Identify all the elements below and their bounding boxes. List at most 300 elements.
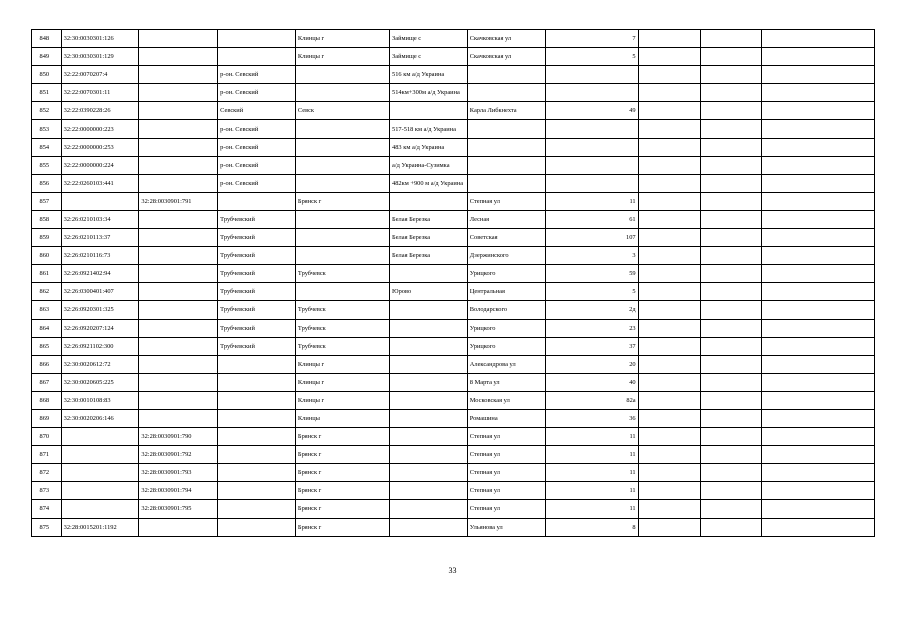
street-cell: Степная ул xyxy=(467,428,545,446)
extra-cell-1 xyxy=(638,156,700,174)
locality-cell: Займище с xyxy=(390,48,468,66)
extra-cell-1 xyxy=(638,319,700,337)
table-row xyxy=(32,66,875,84)
district-cell xyxy=(218,500,296,518)
extra-cell-2 xyxy=(701,120,762,138)
district-cell: Трубчевский xyxy=(218,283,296,301)
extra-cell-1 xyxy=(638,174,700,192)
city-cell: Клинцы г xyxy=(295,355,389,373)
house-number-cell: 11 xyxy=(545,482,638,500)
locality-cell: 482км +900 м а/д Украина xyxy=(390,174,468,192)
extra-cell-2 xyxy=(701,337,762,355)
extra-cell-1 xyxy=(638,301,700,319)
extra-cell-3 xyxy=(762,102,875,120)
house-number-cell: 23 xyxy=(545,319,638,337)
district-cell: р-он. Севский xyxy=(218,120,296,138)
district-cell xyxy=(218,428,296,446)
city-cell: Севск xyxy=(295,102,389,120)
extra-cell-2 xyxy=(701,391,762,409)
extra-cell-2 xyxy=(701,373,762,391)
city-cell xyxy=(295,120,389,138)
row-number-cell: 863 xyxy=(32,301,62,319)
extra-cell-1 xyxy=(638,409,700,427)
extra-cell-3 xyxy=(762,210,875,228)
extra-cell-3 xyxy=(762,409,875,427)
row-number-cell: 854 xyxy=(32,138,62,156)
locality-cell xyxy=(390,373,468,391)
extra-cell-3 xyxy=(762,500,875,518)
district-cell: Трубчевский xyxy=(218,319,296,337)
extra-cell-2 xyxy=(701,229,762,247)
extra-cell-2 xyxy=(701,138,762,156)
extra-cell-3 xyxy=(762,174,875,192)
extra-cell-3 xyxy=(762,373,875,391)
row-number-cell: 850 xyxy=(32,66,62,84)
locality-cell: 517-518 км а/д Украина xyxy=(390,120,468,138)
extra-cell-3 xyxy=(762,391,875,409)
extra-cell-2 xyxy=(701,174,762,192)
row-number-cell: 875 xyxy=(32,518,62,536)
cadastral-number-alt-cell xyxy=(139,120,218,138)
city-cell: Трубчевск xyxy=(295,301,389,319)
extra-cell-1 xyxy=(638,30,700,48)
row-number-cell: 849 xyxy=(32,48,62,66)
city-cell: Брянск г xyxy=(295,482,389,500)
extra-cell-2 xyxy=(701,518,762,536)
district-cell xyxy=(218,373,296,391)
district-cell xyxy=(218,464,296,482)
city-cell: Клинцы xyxy=(295,409,389,427)
table-row xyxy=(32,518,875,536)
row-number-cell: 866 xyxy=(32,355,62,373)
table-row xyxy=(32,229,875,247)
extra-cell-1 xyxy=(638,391,700,409)
district-cell: р-он. Севский xyxy=(218,66,296,84)
cadastral-number-alt-cell: 32:28:0030901:792 xyxy=(139,446,218,464)
house-number-cell: 11 xyxy=(545,446,638,464)
city-cell: Клинцы г xyxy=(295,373,389,391)
locality-cell xyxy=(390,102,468,120)
cadastral-number-cell: 32:22:0070207:4 xyxy=(61,66,139,84)
extra-cell-2 xyxy=(701,156,762,174)
district-cell: р-он. Севский xyxy=(218,138,296,156)
cadastral-number-cell: 32:22:0390228:26 xyxy=(61,102,139,120)
house-number-cell: 82а xyxy=(545,391,638,409)
extra-cell-2 xyxy=(701,210,762,228)
cadastral-number-alt-cell xyxy=(139,373,218,391)
district-cell: Трубчевский xyxy=(218,229,296,247)
table-row xyxy=(32,210,875,228)
extra-cell-2 xyxy=(701,355,762,373)
table-row xyxy=(32,301,875,319)
extra-cell-2 xyxy=(701,84,762,102)
locality-cell: Юрово xyxy=(390,283,468,301)
street-cell: Степная ул xyxy=(467,446,545,464)
extra-cell-1 xyxy=(638,66,700,84)
locality-cell xyxy=(390,500,468,518)
city-cell: Трубчевск xyxy=(295,319,389,337)
extra-cell-3 xyxy=(762,301,875,319)
cadastral-number-cell: 32:30:0030301:126 xyxy=(61,30,139,48)
row-number-cell: 870 xyxy=(32,428,62,446)
locality-cell xyxy=(390,464,468,482)
row-number-cell: 853 xyxy=(32,120,62,138)
table-row xyxy=(32,84,875,102)
cadastral-number-alt-cell xyxy=(139,518,218,536)
house-number-cell: 61 xyxy=(545,210,638,228)
table-row xyxy=(32,337,875,355)
street-cell: Степная ул xyxy=(467,192,545,210)
extra-cell-1 xyxy=(638,500,700,518)
extra-cell-1 xyxy=(638,247,700,265)
cadastral-number-cell: 32:26:0210113:37 xyxy=(61,229,139,247)
table-row xyxy=(32,446,875,464)
table-row xyxy=(32,319,875,337)
city-cell xyxy=(295,229,389,247)
row-number-cell: 862 xyxy=(32,283,62,301)
district-cell xyxy=(218,48,296,66)
street-cell xyxy=(467,174,545,192)
house-number-cell: 2д xyxy=(545,301,638,319)
table-row xyxy=(32,428,875,446)
district-cell: р-он. Севский xyxy=(218,156,296,174)
locality-cell: Займище с xyxy=(390,30,468,48)
cadastral-number-cell: 32:30:0020605:225 xyxy=(61,373,139,391)
locality-cell xyxy=(390,319,468,337)
house-number-cell xyxy=(545,174,638,192)
locality-cell xyxy=(390,446,468,464)
cadastral-number-cell: 32:26:0210116:73 xyxy=(61,247,139,265)
district-cell: Трубчевский xyxy=(218,210,296,228)
extra-cell-3 xyxy=(762,66,875,84)
extra-cell-3 xyxy=(762,156,875,174)
cadastral-number-cell: 32:22:0260103:441 xyxy=(61,174,139,192)
street-cell: Скачковская ул xyxy=(467,30,545,48)
city-cell xyxy=(295,247,389,265)
street-cell xyxy=(467,84,545,102)
street-cell: Урицкого xyxy=(467,337,545,355)
table-row xyxy=(32,138,875,156)
extra-cell-2 xyxy=(701,30,762,48)
city-cell: Трубчевск xyxy=(295,265,389,283)
city-cell xyxy=(295,138,389,156)
cadastral-number-cell: 32:30:0010108:83 xyxy=(61,391,139,409)
row-number-cell: 864 xyxy=(32,319,62,337)
street-cell: Володарского xyxy=(467,301,545,319)
cadastral-number-alt-cell xyxy=(139,66,218,84)
extra-cell-1 xyxy=(638,192,700,210)
locality-cell: Белая Березка xyxy=(390,247,468,265)
cadastral-number-cell: 32:26:0300401:407 xyxy=(61,283,139,301)
cadastral-number-cell xyxy=(61,428,139,446)
extra-cell-1 xyxy=(638,48,700,66)
cadastral-number-cell: 32:30:0020206:146 xyxy=(61,409,139,427)
city-cell: Брянск г xyxy=(295,446,389,464)
house-number-cell: 11 xyxy=(545,464,638,482)
register-sheet xyxy=(31,29,875,537)
locality-cell xyxy=(390,482,468,500)
cadastral-number-alt-cell: 32:28:0030901:795 xyxy=(139,500,218,518)
city-cell: Брянск г xyxy=(295,428,389,446)
cadastral-number-cell: 32:28:0015201:1192 xyxy=(61,518,139,536)
extra-cell-3 xyxy=(762,319,875,337)
table-row xyxy=(32,355,875,373)
row-number-cell: 869 xyxy=(32,409,62,427)
cadastral-number-cell xyxy=(61,192,139,210)
extra-cell-1 xyxy=(638,373,700,391)
street-cell: Советская xyxy=(467,229,545,247)
district-cell: Севский xyxy=(218,102,296,120)
table-row xyxy=(32,373,875,391)
cadastral-number-cell: 32:22:0070301:11 xyxy=(61,84,139,102)
cadastral-number-alt-cell xyxy=(139,301,218,319)
locality-cell: Белая Березка xyxy=(390,229,468,247)
extra-cell-1 xyxy=(638,265,700,283)
house-number-cell: 49 xyxy=(545,102,638,120)
locality-cell xyxy=(390,391,468,409)
cadastral-number-alt-cell xyxy=(139,229,218,247)
table-row xyxy=(32,247,875,265)
extra-cell-1 xyxy=(638,84,700,102)
cadastral-number-alt-cell: 32:28:0030901:790 xyxy=(139,428,218,446)
extra-cell-2 xyxy=(701,319,762,337)
extra-cell-1 xyxy=(638,283,700,301)
cadastral-number-alt-cell: 32:28:0030901:791 xyxy=(139,192,218,210)
table-row xyxy=(32,174,875,192)
cadastral-number-cell: 32:30:0030301:129 xyxy=(61,48,139,66)
row-number-cell: 868 xyxy=(32,391,62,409)
row-number-cell: 872 xyxy=(32,464,62,482)
street-cell xyxy=(467,120,545,138)
cadastral-number-cell xyxy=(61,464,139,482)
extra-cell-3 xyxy=(762,138,875,156)
table-row xyxy=(32,482,875,500)
district-cell xyxy=(218,482,296,500)
street-cell xyxy=(467,138,545,156)
city-cell xyxy=(295,84,389,102)
extra-cell-3 xyxy=(762,355,875,373)
locality-cell xyxy=(390,265,468,283)
street-cell: Степная ул xyxy=(467,500,545,518)
street-cell: Карла Либкнехта xyxy=(467,102,545,120)
city-cell: Брянск г xyxy=(295,464,389,482)
house-number-cell: 59 xyxy=(545,265,638,283)
city-cell: Брянск г xyxy=(295,518,389,536)
extra-cell-3 xyxy=(762,518,875,536)
street-cell: Скачковская ул xyxy=(467,48,545,66)
street-cell: Урицкого xyxy=(467,265,545,283)
cadastral-number-cell: 32:26:0920207:124 xyxy=(61,319,139,337)
house-number-cell xyxy=(545,138,638,156)
locality-cell xyxy=(390,518,468,536)
city-cell xyxy=(295,156,389,174)
house-number-cell: 36 xyxy=(545,409,638,427)
table-row xyxy=(32,156,875,174)
table-row xyxy=(32,283,875,301)
cadastral-number-alt-cell xyxy=(139,409,218,427)
locality-cell: 514км+300м а/д Украина xyxy=(390,84,468,102)
cadastral-number-alt-cell xyxy=(139,337,218,355)
cadastral-number-cell: 32:26:0921102:300 xyxy=(61,337,139,355)
district-cell xyxy=(218,355,296,373)
house-number-cell xyxy=(545,84,638,102)
extra-cell-3 xyxy=(762,120,875,138)
house-number-cell: 3 xyxy=(545,247,638,265)
house-number-cell: 20 xyxy=(545,355,638,373)
cadastral-number-alt-cell xyxy=(139,319,218,337)
cadastral-number-cell xyxy=(61,446,139,464)
city-cell: Брянск г xyxy=(295,500,389,518)
extra-cell-3 xyxy=(762,229,875,247)
table-row xyxy=(32,48,875,66)
row-number-cell: 858 xyxy=(32,210,62,228)
house-number-cell: 107 xyxy=(545,229,638,247)
row-number-cell: 859 xyxy=(32,229,62,247)
table-row xyxy=(32,30,875,48)
street-cell: Центральная xyxy=(467,283,545,301)
row-number-cell: 861 xyxy=(32,265,62,283)
cadastral-number-cell: 32:22:0000000:224 xyxy=(61,156,139,174)
cadastral-number-alt-cell: 32:28:0030901:794 xyxy=(139,482,218,500)
district-cell xyxy=(218,409,296,427)
table-row xyxy=(32,102,875,120)
extra-cell-3 xyxy=(762,265,875,283)
row-number-cell: 855 xyxy=(32,156,62,174)
street-cell: Дзержинского xyxy=(467,247,545,265)
extra-cell-2 xyxy=(701,428,762,446)
extra-cell-1 xyxy=(638,446,700,464)
cadastral-number-cell: 32:26:0210103:34 xyxy=(61,210,139,228)
extra-cell-3 xyxy=(762,428,875,446)
extra-cell-2 xyxy=(701,265,762,283)
city-cell xyxy=(295,66,389,84)
district-cell xyxy=(218,446,296,464)
locality-cell: 483 км а/д Украина xyxy=(390,138,468,156)
row-number-cell: 856 xyxy=(32,174,62,192)
house-number-cell: 5 xyxy=(545,48,638,66)
street-cell: Александрова ул xyxy=(467,355,545,373)
locality-cell: а/д Украина-Сузимка xyxy=(390,156,468,174)
extra-cell-2 xyxy=(701,482,762,500)
table-row xyxy=(32,409,875,427)
extra-cell-2 xyxy=(701,283,762,301)
extra-cell-2 xyxy=(701,102,762,120)
extra-cell-2 xyxy=(701,192,762,210)
extra-cell-3 xyxy=(762,464,875,482)
district-cell: р-он. Севский xyxy=(218,174,296,192)
extra-cell-2 xyxy=(701,464,762,482)
district-cell: Трубчевский xyxy=(218,247,296,265)
extra-cell-3 xyxy=(762,482,875,500)
city-cell: Брянск г xyxy=(295,192,389,210)
property-register-table xyxy=(31,29,875,537)
cadastral-number-alt-cell xyxy=(139,174,218,192)
locality-cell: Белая Березка xyxy=(390,210,468,228)
house-number-cell: 8 xyxy=(545,518,638,536)
locality-cell: 516 км а/д Украина xyxy=(390,66,468,84)
district-cell xyxy=(218,30,296,48)
extra-cell-1 xyxy=(638,355,700,373)
locality-cell xyxy=(390,192,468,210)
row-number-cell: 873 xyxy=(32,482,62,500)
cadastral-number-cell: 32:22:0000000:253 xyxy=(61,138,139,156)
extra-cell-3 xyxy=(762,84,875,102)
extra-cell-1 xyxy=(638,428,700,446)
extra-cell-3 xyxy=(762,337,875,355)
extra-cell-1 xyxy=(638,120,700,138)
cadastral-number-cell: 32:22:0000000:223 xyxy=(61,120,139,138)
city-cell xyxy=(295,283,389,301)
city-cell xyxy=(295,174,389,192)
cadastral-number-cell xyxy=(61,500,139,518)
locality-cell xyxy=(390,409,468,427)
cadastral-number-cell: 32:26:0921402:94 xyxy=(61,265,139,283)
cadastral-number-alt-cell xyxy=(139,156,218,174)
extra-cell-2 xyxy=(701,48,762,66)
street-cell: Степная ул xyxy=(467,482,545,500)
house-number-cell: 7 xyxy=(545,30,638,48)
extra-cell-1 xyxy=(638,337,700,355)
page-number: 33 xyxy=(448,566,457,575)
extra-cell-1 xyxy=(638,102,700,120)
cadastral-number-alt-cell xyxy=(139,355,218,373)
row-number-cell: 852 xyxy=(32,102,62,120)
street-cell: Ромашина xyxy=(467,409,545,427)
street-cell: Урицкого xyxy=(467,319,545,337)
extra-cell-2 xyxy=(701,301,762,319)
city-cell: Клинцы г xyxy=(295,391,389,409)
extra-cell-1 xyxy=(638,482,700,500)
street-cell: Ульянова ул xyxy=(467,518,545,536)
district-cell xyxy=(218,391,296,409)
street-cell: Степная ул xyxy=(467,464,545,482)
table-row xyxy=(32,391,875,409)
cadastral-number-alt-cell xyxy=(139,102,218,120)
table-row xyxy=(32,192,875,210)
locality-cell xyxy=(390,337,468,355)
street-cell xyxy=(467,66,545,84)
district-cell xyxy=(218,192,296,210)
cadastral-number-alt-cell: 32:28:0030901:793 xyxy=(139,464,218,482)
street-cell: Московская ул xyxy=(467,391,545,409)
house-number-cell: 11 xyxy=(545,428,638,446)
cadastral-number-alt-cell xyxy=(139,210,218,228)
extra-cell-3 xyxy=(762,283,875,301)
extra-cell-2 xyxy=(701,409,762,427)
cadastral-number-cell xyxy=(61,482,139,500)
extra-cell-1 xyxy=(638,138,700,156)
cadastral-number-alt-cell xyxy=(139,283,218,301)
district-cell xyxy=(218,518,296,536)
extra-cell-1 xyxy=(638,518,700,536)
table-row xyxy=(32,120,875,138)
street-cell: 8 Марта ул xyxy=(467,373,545,391)
house-number-cell xyxy=(545,156,638,174)
city-cell: Клинцы г xyxy=(295,30,389,48)
locality-cell xyxy=(390,428,468,446)
city-cell xyxy=(295,210,389,228)
locality-cell xyxy=(390,355,468,373)
district-cell: Трубчевский xyxy=(218,301,296,319)
extra-cell-3 xyxy=(762,48,875,66)
extra-cell-2 xyxy=(701,446,762,464)
cadastral-number-alt-cell xyxy=(139,247,218,265)
cadastral-number-alt-cell xyxy=(139,138,218,156)
house-number-cell xyxy=(545,120,638,138)
district-cell: Трубчевский xyxy=(218,337,296,355)
district-cell: р-он. Севский xyxy=(218,84,296,102)
extra-cell-3 xyxy=(762,247,875,265)
